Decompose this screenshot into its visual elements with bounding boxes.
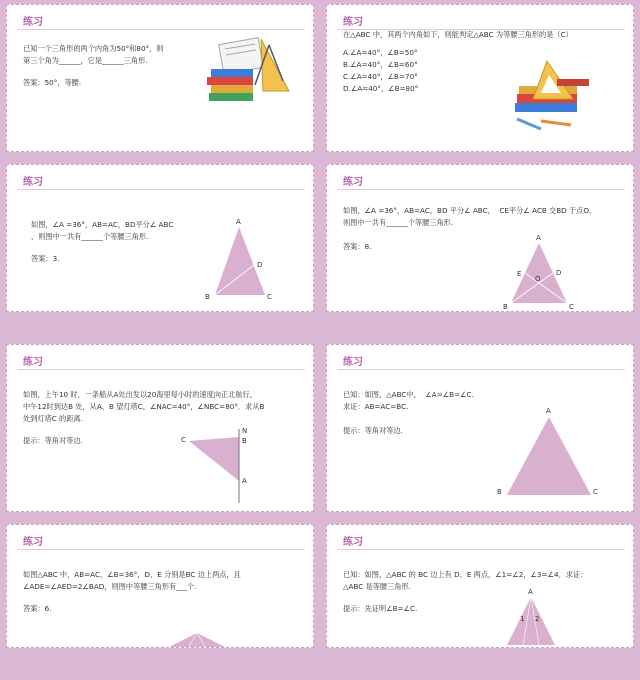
question-line: 已知：如图，△ABC 的 BC 边上有 D、E 两点，∠1=∠2，∠3=∠4．求证：	[343, 570, 588, 579]
question-line: 已知一个三角形的两个内角为50°和80°，则	[23, 44, 164, 53]
hint-text: 提示：等角对等边.	[23, 436, 83, 445]
slide-thumbnail-5[interactable]	[0, 340, 320, 500]
option-d: D.∠A=40°，∠B=80°	[343, 84, 419, 93]
option-c: C.∠A=40°，∠B=70°	[343, 72, 418, 81]
title-divider	[17, 189, 305, 190]
title-divider	[17, 549, 305, 550]
option-b: B.∠A=40°，∠B=60°	[343, 60, 418, 69]
question-line: 第三个角为______，它是______三角形.	[23, 56, 148, 65]
point-label-d: D	[556, 269, 562, 277]
slide-card	[6, 4, 314, 152]
title-divider	[337, 189, 625, 190]
slide-thumbnail-3[interactable]	[0, 160, 320, 320]
vertex-label-c: C	[569, 303, 574, 311]
point-label-e: E	[517, 270, 522, 278]
point-label-c: C	[181, 436, 186, 444]
answer-text: 答案：50°，等腰.	[23, 78, 82, 87]
title-divider	[337, 549, 625, 550]
slide-thumbnail-8[interactable]	[320, 520, 640, 680]
slide-card	[326, 344, 634, 512]
question-line: ，则图中一共有______个等腰三角形.	[31, 232, 149, 241]
point-label-o: O	[535, 275, 541, 283]
triangle-figure	[203, 215, 283, 301]
point-label-b: B	[242, 437, 247, 445]
books-illustration	[203, 35, 295, 111]
answer-text: 答案：8.	[343, 242, 372, 251]
angle-label-2: 2	[535, 615, 540, 623]
question-line: 如图△ABC 中，AB=AC，∠B=36°，D、E 分别是BC 边上两点，且	[23, 570, 241, 579]
question-line: △ABC 是等腰三角形.	[343, 582, 411, 591]
vertex-label-b: B	[205, 293, 210, 301]
slide-title: 练习	[23, 537, 43, 548]
slide-title: 练习	[343, 537, 363, 548]
triangle-figure	[137, 629, 257, 648]
vertex-label-b: B	[503, 303, 508, 311]
vertex-label-a: A	[536, 234, 541, 242]
hint-text: 提示：等角对等边.	[343, 426, 403, 435]
point-label-d: D	[257, 261, 263, 269]
vertex-label-a: A	[546, 407, 551, 415]
angle-label-1: 1	[520, 615, 525, 623]
triangle-figure	[493, 405, 603, 505]
answer-text: 答案：3.	[31, 254, 60, 263]
triangle-figure	[491, 585, 581, 645]
question-line: 如图，∠A =36°，AB=AC，BD 平分∠ ABC， CE平分∠ ACB 交BD 于点O，	[343, 206, 597, 215]
hint-text: 提示：先证明∠B=∠C.	[343, 604, 418, 613]
slide-title: 练习	[23, 17, 43, 28]
slide-thumbnail-2[interactable]	[320, 0, 640, 160]
question-line: 求证：AB=AC=BC.	[343, 402, 409, 411]
slide-card	[6, 524, 314, 648]
slide-title: 练习	[23, 357, 43, 368]
slide-thumbnail-7[interactable]	[0, 520, 320, 680]
navigation-figure	[171, 425, 261, 505]
slide-title: 练习	[23, 177, 43, 188]
slide-card	[6, 344, 314, 512]
slide-card	[326, 524, 634, 648]
vertex-label-a: A	[528, 588, 533, 596]
question-line: 中午12时到达B 处，从A、B 望灯塔C，∠NAC=40°，∠NBC=80°．求从B	[23, 402, 265, 411]
answer-text: 答案：6.	[23, 604, 52, 613]
title-divider	[17, 29, 305, 30]
slide-thumbnail-1[interactable]	[0, 0, 320, 160]
slide-thumbnail-6[interactable]	[320, 340, 640, 500]
question-line: 在△ABC 中，其两个内角如下，则能判定△ABC 为等腰三角形的是（C）	[343, 30, 573, 39]
question-line: 处到灯塔C 的距离.	[23, 414, 83, 423]
question-line: 已知：如图，△ABC中， ∠A=∠B=∠C.	[343, 390, 474, 399]
option-a: A.∠A=40°，∠B=50°	[343, 48, 418, 57]
vertex-label-a: A	[236, 218, 241, 226]
slide-card	[326, 164, 634, 312]
slide-thumbnail-4[interactable]	[320, 160, 640, 320]
slide-card	[6, 164, 314, 312]
point-label-a: A	[242, 477, 247, 485]
question-line: 则图中一共有______个等腰三角形.	[343, 218, 454, 227]
question-line: 如图，∠A =36°，AB=AC，BD平分∠ ABC	[31, 220, 174, 229]
triangle-figure	[497, 231, 587, 311]
title-divider	[17, 369, 305, 370]
slide-card	[326, 4, 634, 152]
vertex-label-c: C	[267, 293, 272, 301]
vertex-label-b: B	[497, 488, 502, 496]
vertex-label-c: C	[593, 488, 598, 496]
slide-title: 练习	[343, 357, 363, 368]
point-label-n: N	[242, 427, 248, 435]
question-line: 如图，上午10 时，一条船从A处出发以20海里每小时的速度向正北航行，	[23, 390, 257, 399]
title-divider	[337, 369, 625, 370]
slide-title: 练习	[343, 17, 363, 28]
question-line: ∠ADE=∠AED=2∠BAD，则图中等腰三角形有___个.	[23, 582, 197, 591]
books-ruler-illustration	[511, 59, 593, 133]
slide-title: 练习	[343, 177, 363, 188]
